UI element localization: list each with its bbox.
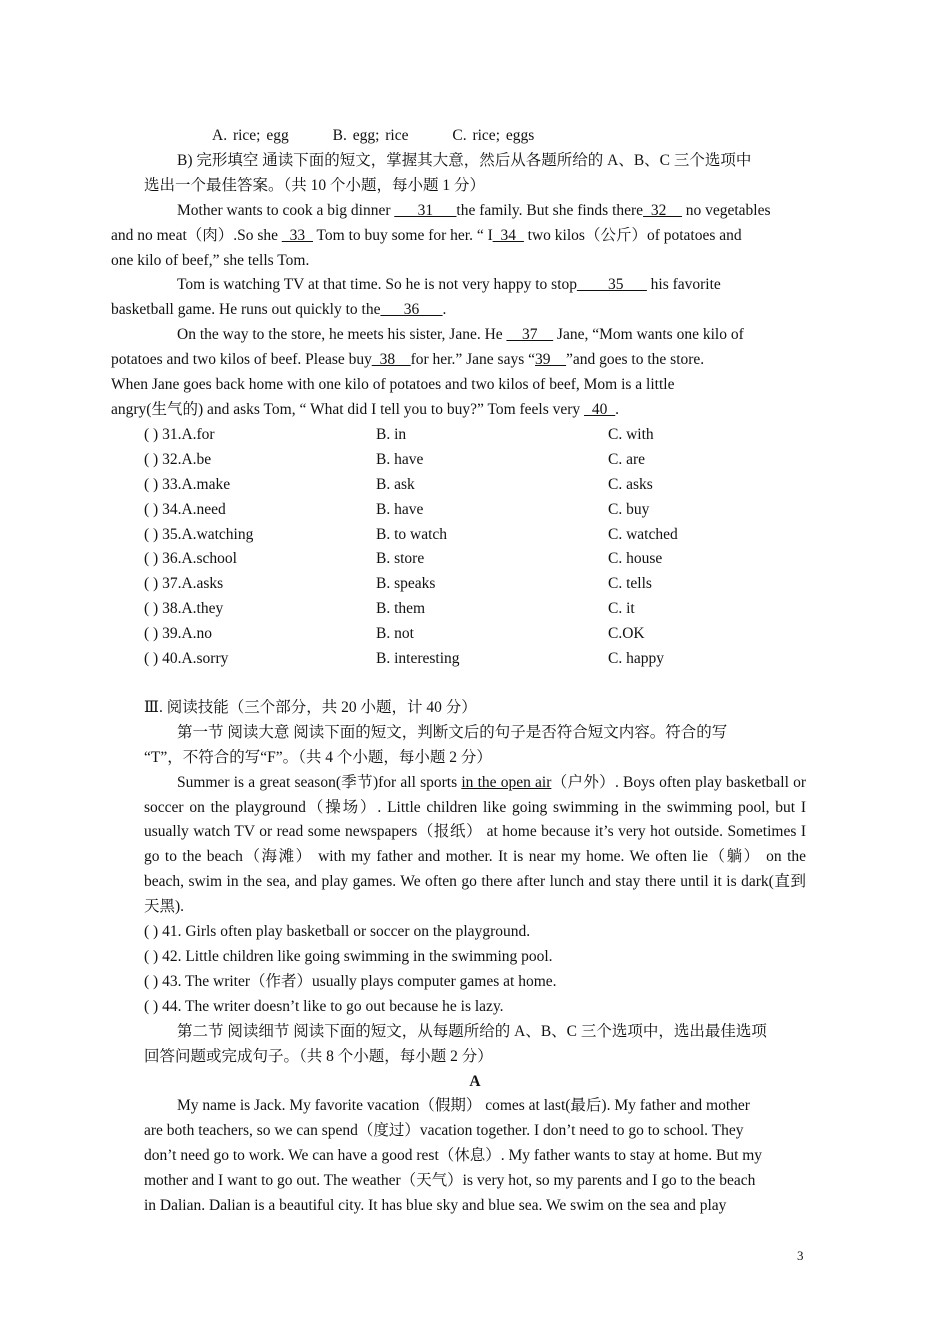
question-row: ( ) 38.A.they B. them C. it bbox=[144, 600, 635, 618]
option-b: B. egg; rice bbox=[332, 127, 409, 144]
passage-a-line: mother and I want to go out. The weather（天气）is very hot, so my parents and I go to the beach bbox=[144, 1172, 756, 1190]
question-row: ( ) 36.A.school B. store C. house bbox=[144, 550, 663, 568]
page-number: 3 bbox=[797, 1248, 804, 1263]
section2-instruction-2: 回答问题或完成句子。（共 8 个小题，每小题 2 分） bbox=[144, 1047, 493, 1065]
option-c: C. rice; eggs bbox=[452, 127, 535, 144]
passage-a-line: are both teachers, so we can spend（度过）vacation together. I don’t need to go to school. They bbox=[144, 1122, 744, 1140]
section1-instruction-1: 第一节 阅读大意 阅读下面的短文，判断文后的句子是否符合短文内容。符合的写 bbox=[177, 723, 728, 741]
top-options-row bbox=[144, 124, 806, 149]
cloze-question-list bbox=[144, 423, 806, 672]
question-row: ( ) 39.A.no B. not C.OK bbox=[144, 625, 645, 643]
blank-40: _40_ bbox=[584, 400, 616, 418]
tf-question: ( ) 42. Little children like going swimming in the swimming pool. bbox=[144, 948, 553, 965]
question-row: ( ) 35.A.watching B. to watch C. watched bbox=[144, 525, 678, 543]
blank-33: _33_ bbox=[281, 226, 313, 244]
blank-36: ___36___ bbox=[380, 301, 443, 319]
cloze-instruction-2: 选出一个最佳答案。（共 10 个小题，每小题 1 分） bbox=[144, 176, 486, 194]
section-heading: Ⅲ. 阅读技能（三个部分，共 20 小题，计 40 分） bbox=[144, 698, 477, 716]
section1-instruction-2: “T”，不符合的写“F”。（共 4 个小题，每小题 2 分） bbox=[144, 748, 492, 766]
blank-38: _38__ bbox=[371, 351, 411, 369]
section2-instruction-1: 第二节 阅读细节 阅读下面的短文，从每题所给的 A、B、C 三个选项中，选出最佳选项 bbox=[177, 1022, 767, 1040]
passage-a-line: My name is Jack. My favorite vacation（假期） comes at last(最后). My father and mother bbox=[177, 1097, 750, 1115]
blank-34: _34_ bbox=[492, 226, 524, 244]
summer-passage: Summer is a great season(季节)for all sports in the open air（户外）. Boys often play basketball or soccer on the playground（操场）. Little children like going swimming in the swimming pool, but I usually watch TV or read some newspapers（报纸） at home because it’s very hot outside. Sometimes I go to the beach（海滩） with my father and mother. It is near my home. We often lie（躺） on the beach, swim in the sea, and play games. We often go there after lunch and stay there until it is dark(直到天黑). bbox=[144, 773, 806, 916]
cloze-instruction-1: B) 完形填空 通读下面的短文，掌握其大意，然后从各题所给的 A、B、C 三个选项中 bbox=[177, 151, 752, 169]
question-row: ( ) 31.A.for B. in C. with bbox=[144, 425, 654, 443]
tf-question: ( ) 41. Girls often play basketball or soccer on the playground. bbox=[144, 923, 531, 941]
blank-35: ____35___ bbox=[577, 276, 647, 294]
question-row: ( ) 40.A.sorry B. interesting C. happy bbox=[144, 650, 664, 668]
passage-title: A bbox=[469, 1072, 481, 1090]
cloze-paragraph-2: Tom is watching TV at that time. So he is not very happy to stop____35___ his favorite basketball game. He runs out quickly to the___36___. bbox=[111, 276, 721, 319]
tf-question: ( ) 44. The writer doesn’t like to go out because he is lazy. bbox=[144, 997, 504, 1015]
passage-a-line: in Dalian. Dalian is a beautiful city. It has blue sky and blue sea. We swim on the sea and play bbox=[144, 1197, 727, 1215]
question-row: ( ) 32.A.be B. have C. are bbox=[144, 450, 646, 468]
blank-39: 39__ bbox=[535, 351, 566, 369]
tf-question: ( ) 43. The writer（作者）usually plays computer games at home. bbox=[144, 972, 557, 990]
blank-31: ___31___ bbox=[394, 201, 457, 219]
question-row: ( ) 34.A.need B. have C. buy bbox=[144, 500, 650, 518]
blank-37: __37__ bbox=[506, 326, 554, 344]
page-content bbox=[111, 124, 806, 1219]
cloze-paragraph-1: Mother wants to cook a big dinner ___31___the family. But she finds there_32__ no vegetables and no meat（肉）.So she _33_ Tom to buy some for her. “ I_34_ two kilos（公斤）of potatoes and one kilo of beef,” she tells Tom. bbox=[111, 201, 771, 269]
question-row: ( ) 37.A.asks B. speaks C. tells bbox=[144, 575, 652, 593]
option-a: A. rice; egg bbox=[212, 127, 289, 144]
question-row: ( ) 33.A.make B. ask C. asks bbox=[144, 475, 653, 493]
blank-32: _32__ bbox=[643, 201, 682, 219]
cloze-paragraph-3: On the way to the store, he meets his sister, Jane. He __37__ Jane, “Mom wants one kilo of potatoes and two kilos of beef. Please buy_38__for her.” Jane says “39__”and goes to the store. When Jane goes back home with one kilo of potatoes and two kilos of beef, Mom is a little angry(生气的) and asks Tom, “ What did I tell you to buy?” Tom feels very _40_. bbox=[111, 326, 744, 418]
passage-a-line: don’t need go to work. We can have a good rest（休息）. My father wants to stay at home. But my bbox=[144, 1147, 763, 1165]
